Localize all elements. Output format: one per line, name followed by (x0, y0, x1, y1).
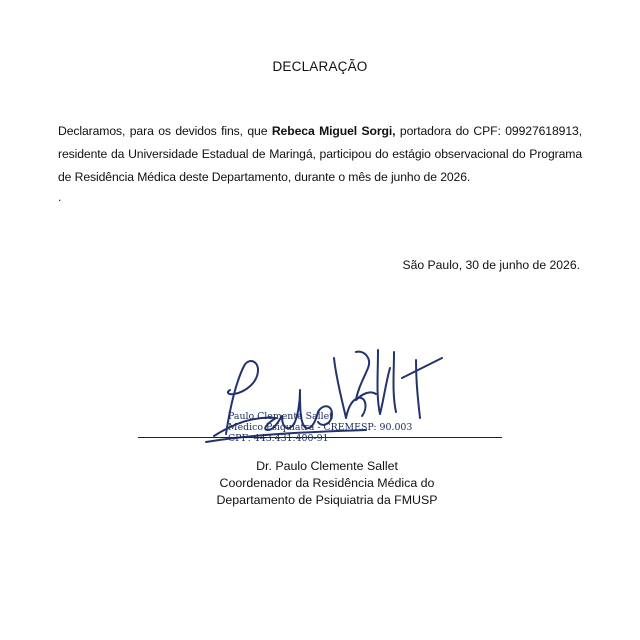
stamp-crm: Médico Psiquiatra - CREMESP: 90.003 (228, 422, 413, 433)
place-date: São Paulo, 30 de junho de 2026. (402, 258, 580, 272)
document-title: DECLARAÇÃO (272, 59, 368, 74)
signer-name: Dr. Paulo Clemente Sallet (256, 459, 398, 473)
signature-line (138, 437, 502, 438)
signature-stamp (228, 411, 412, 444)
body-rest: portadora do CPF: 09927618913, residente da Universidade Estadual de Maringá, participou do estágio observacional do Programa de Residência Médica deste Departamento, durante o mês de junho de 2026. (58, 124, 582, 184)
body-intro: Declaramos, para os devidos fins, que (58, 124, 272, 138)
stray-dot: . (58, 190, 62, 204)
signer-department: Departamento de Psiquiatria da FMUSP (216, 493, 438, 507)
signer-role: Coordenador da Residência Médica do (219, 476, 435, 490)
declaration-paragraph (58, 120, 582, 189)
stamp-cpf: CPF: 443.431.400-91 (228, 433, 329, 444)
stamp-name: Paulo Clemente Sallet (228, 411, 333, 422)
signer-block (0, 458, 640, 509)
person-name: Rebeca Miguel Sorgi, (271, 124, 396, 138)
